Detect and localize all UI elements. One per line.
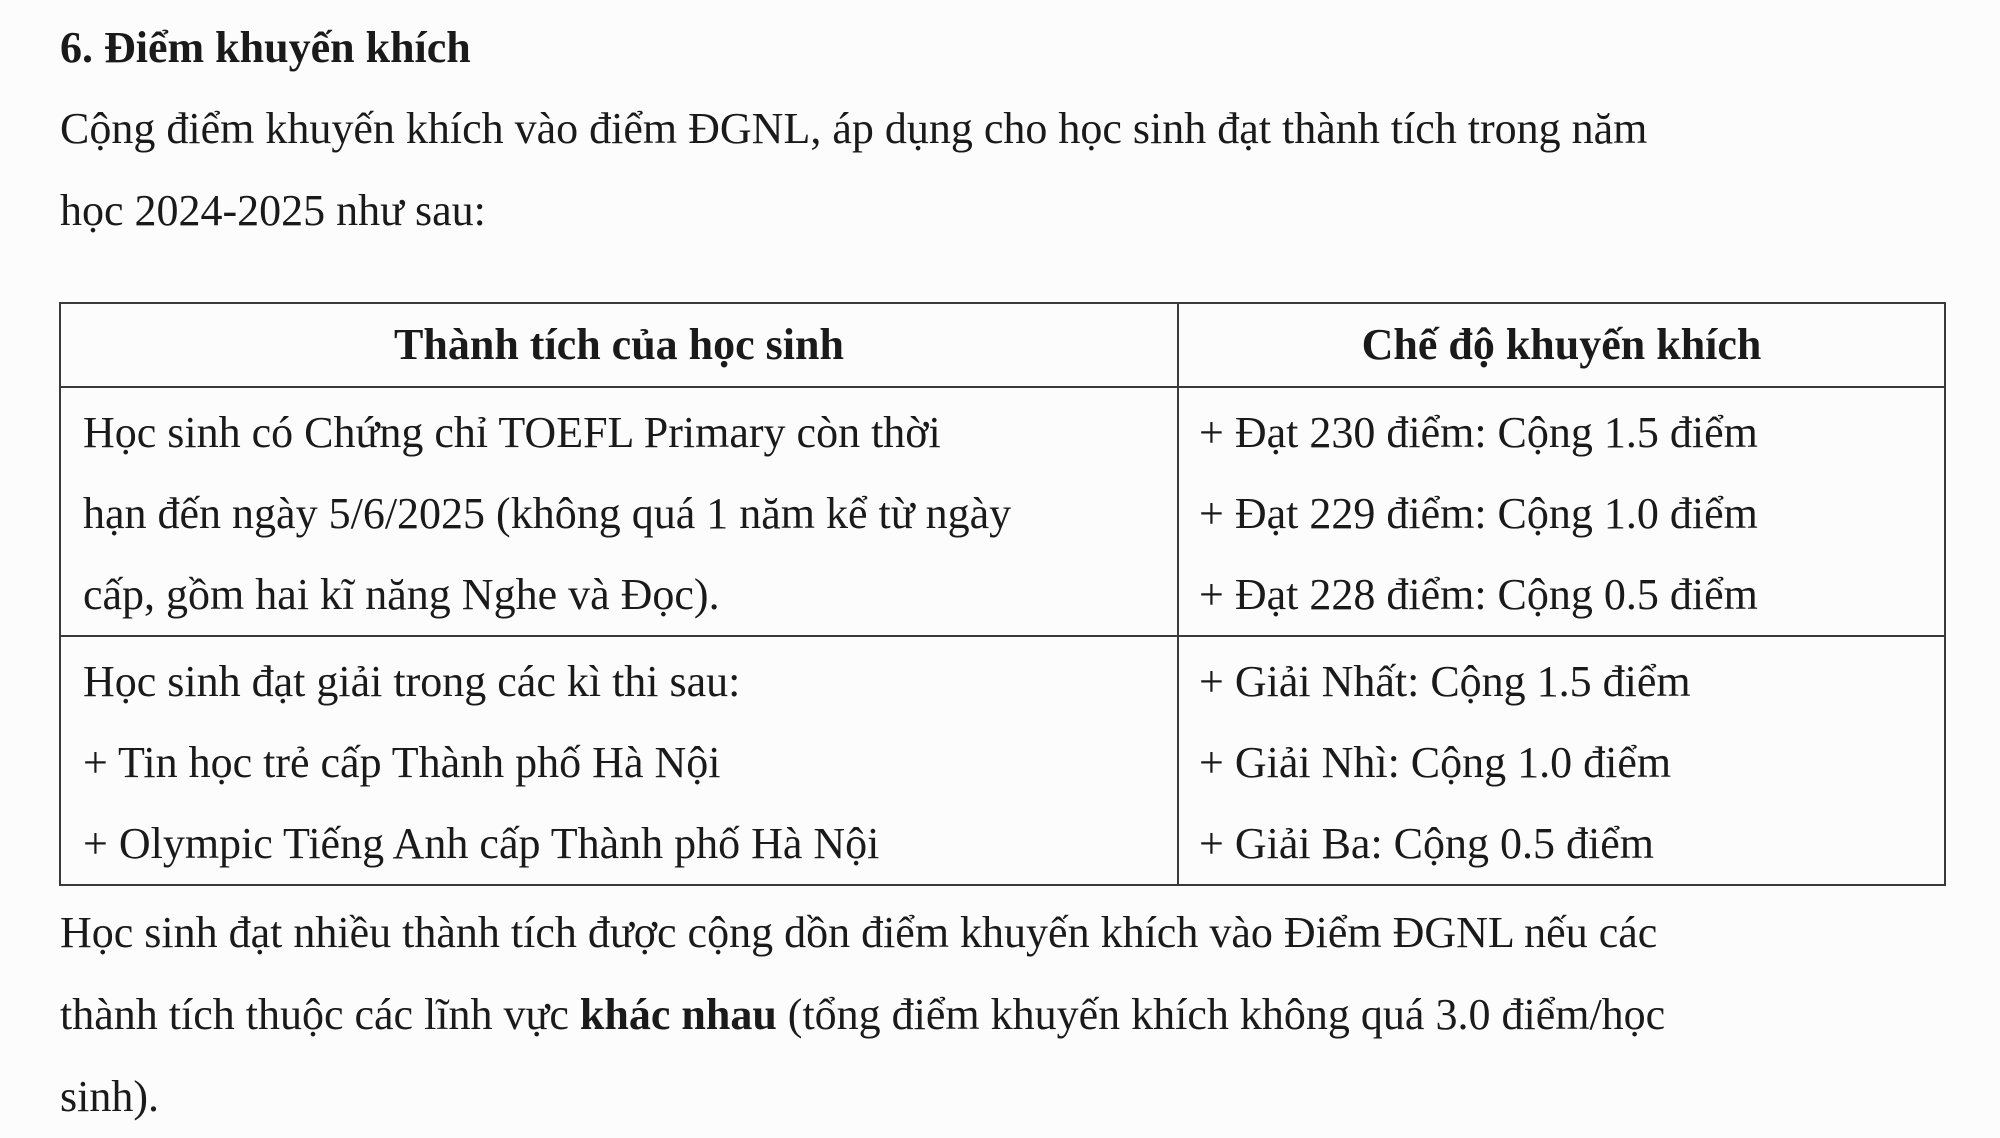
bonus-line: + Giải Nhất: Cộng 1.5 điểm <box>1199 657 1691 706</box>
footer-text: (tổng điểm khuyến khích không quá 3.0 điểm/học <box>776 990 1666 1039</box>
achievement-line: hạn đến ngày 5/6/2025 (không quá 1 năm kể từ ngày <box>83 489 1012 538</box>
bonus-cell <box>1178 387 1945 636</box>
table-header-row <box>60 303 1945 387</box>
bonus-line: + Giải Nhì: Cộng 1.0 điểm <box>1199 738 1672 787</box>
section-heading: 6. Điểm khuyến khích <box>60 23 471 72</box>
footer-text: thành tích thuộc các lĩnh vực <box>60 990 580 1039</box>
achievement-line: + Tin học trẻ cấp Thành phố Hà Nội <box>83 738 721 787</box>
achievement-line: cấp, gồm hai kĩ năng Nghe và Đọc). <box>83 570 720 619</box>
intro-line-1: Cộng điểm khuyến khích vào điểm ĐGNL, áp dụng cho học sinh đạt thành tích trong năm <box>60 104 1648 153</box>
achievement-line: Học sinh đạt giải trong các kì thi sau: <box>83 657 741 706</box>
bonus-cell <box>1178 636 1945 885</box>
achievement-cell <box>60 636 1178 885</box>
achievement-line: Học sinh có Chứng chỉ TOEFL Primary còn thời <box>83 408 941 457</box>
bonus-line: + Giải Ba: Cộng 0.5 điểm <box>1199 819 1654 868</box>
bonus-points-table <box>59 302 1946 886</box>
emphasis-text: khác nhau <box>579 990 777 1039</box>
achievement-cell <box>60 387 1178 636</box>
footer-line-2 <box>60 974 1665 1056</box>
table-row <box>60 387 1945 636</box>
bonus-line: + Đạt 228 điểm: Cộng 0.5 điểm <box>1199 570 1758 619</box>
footer-line-3: sinh). <box>60 1072 159 1121</box>
bonus-line: + Đạt 230 điểm: Cộng 1.5 điểm <box>1199 408 1758 457</box>
intro-line-2: học 2024-2025 như sau: <box>60 186 486 235</box>
bonus-line: + Đạt 229 điểm: Cộng 1.0 điểm <box>1199 489 1758 538</box>
footer-line-1: Học sinh đạt nhiều thành tích được cộng dồn điểm khuyến khích vào Điểm ĐGNL nếu các <box>60 908 1658 957</box>
achievement-line: + Olympic Tiếng Anh cấp Thành phố Hà Nội <box>83 819 880 868</box>
table-row <box>60 636 1945 885</box>
column-header-achievement: Thành tích của học sinh <box>60 303 1178 387</box>
intro-paragraph <box>60 88 1647 252</box>
column-header-bonus: Chế độ khuyến khích <box>1178 303 1945 387</box>
footer-paragraph <box>60 892 1665 1138</box>
